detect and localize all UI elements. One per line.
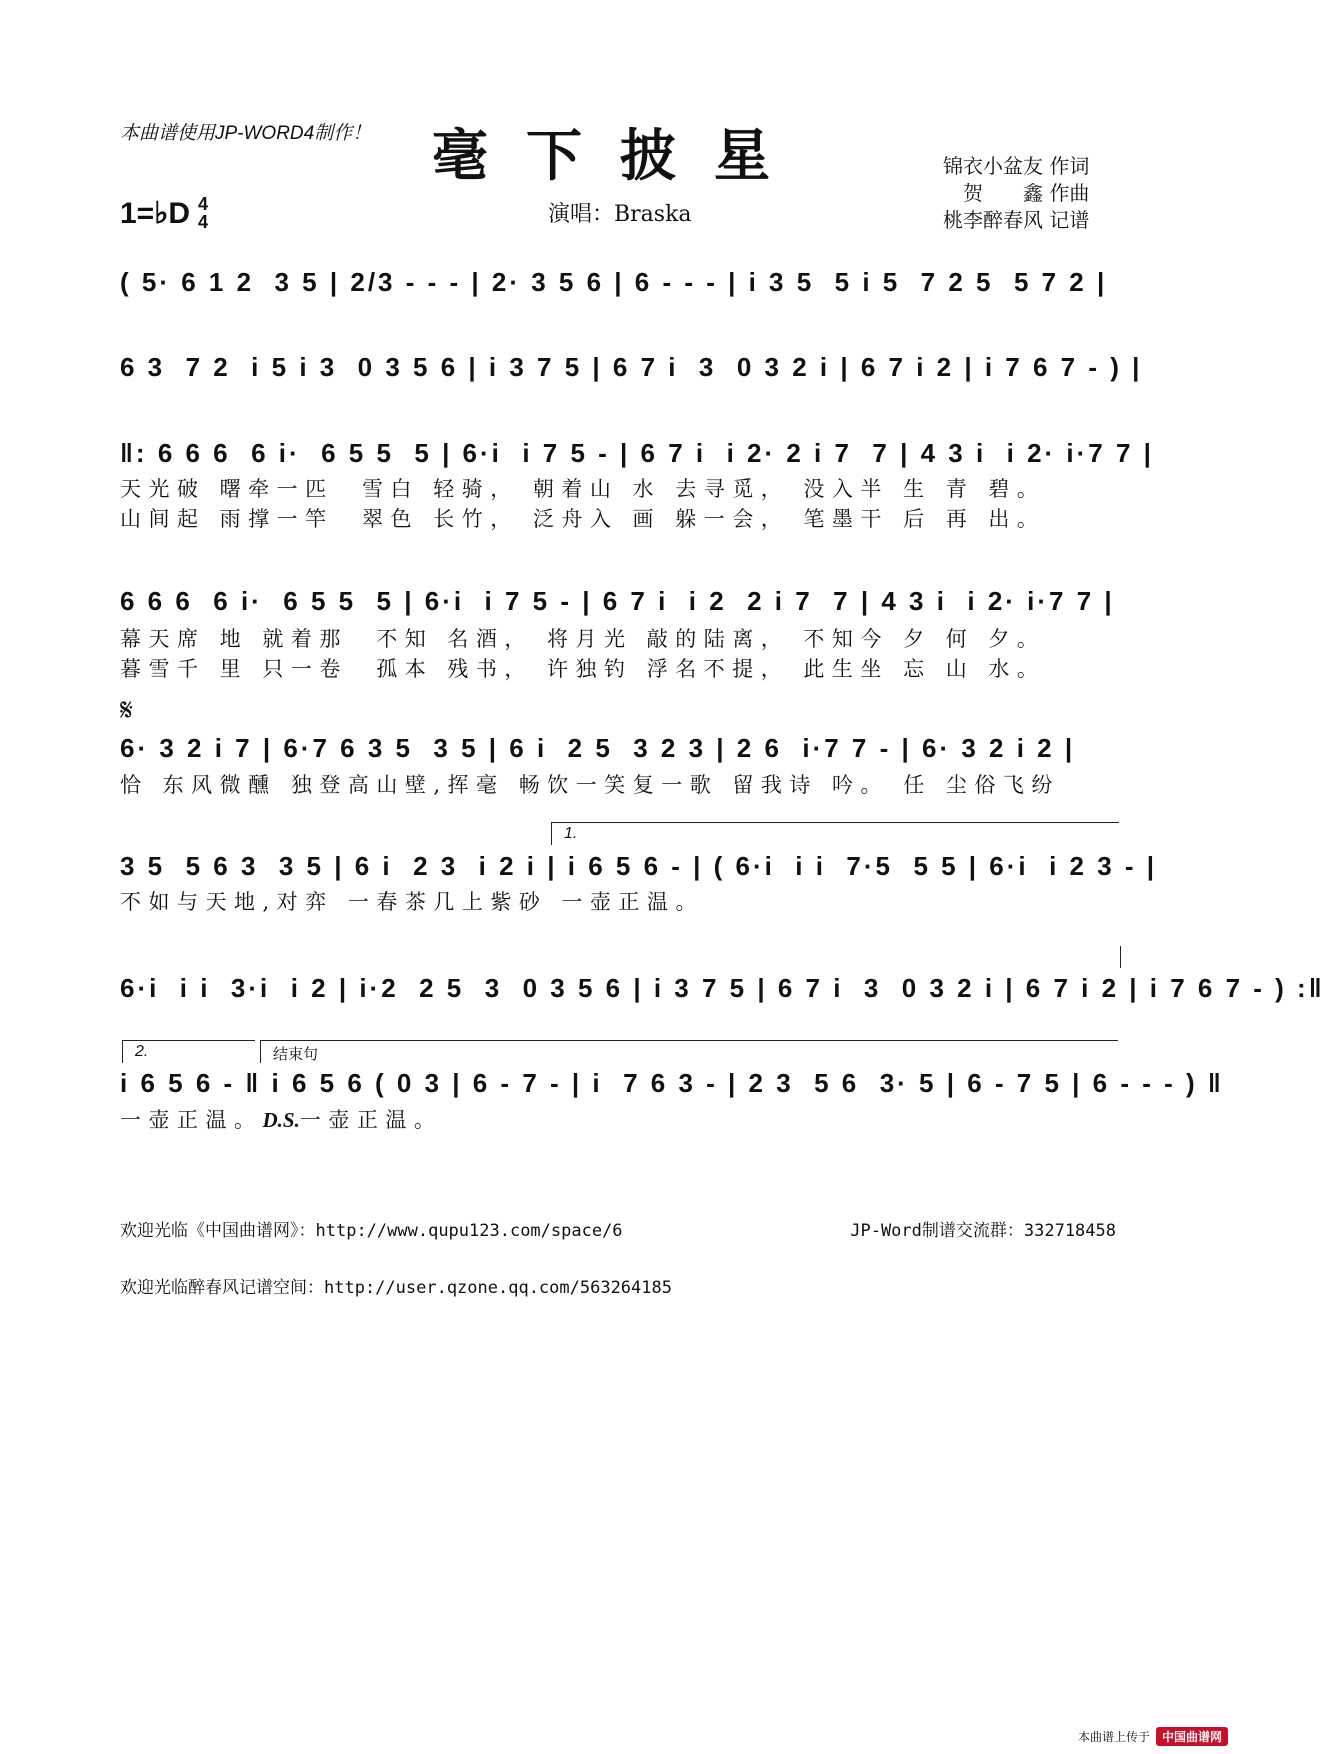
- software-credit: 本曲谱使用JP-WORD4制作！: [120, 123, 372, 144]
- score-line-2: [120, 347, 1143, 387]
- score-line-5: [120, 728, 1124, 768]
- time-top: 4: [198, 194, 209, 214]
- ending-label: 结束句: [273, 1045, 319, 1063]
- volta-2-label: 2.: [135, 1043, 149, 1060]
- segno-sign: 𝄋: [120, 693, 133, 728]
- score-line-4: [120, 581, 1124, 621]
- notes: 6 6 6 6 i· 6 5 5 5 | 6·i i 7 5 - | 6 7 i i 2 2 i 7 7 | 4 3 i i 2· i·7 7 |: [120, 586, 1115, 616]
- upload-text: 本曲谱上传于: [1077, 1730, 1150, 1744]
- song-title: 毫下披星: [432, 123, 808, 189]
- lyric-line: 恰 东风微醺 独登高山壁,挥毫 畅饮一笑复一歌 留我诗 吟。 任 尘俗飞纷: [120, 773, 1060, 797]
- score-line-1: [120, 262, 1124, 302]
- lyric-line: [120, 1105, 1124, 1135]
- lyricist-line: 锦衣小盆友 作词: [943, 154, 1090, 178]
- dal-segno-mark: D.S.: [262, 1108, 300, 1132]
- lyric-volta-2: 一壶正温。: [120, 1108, 263, 1132]
- footer-group-number: JP-Word制谱交流群：332718458: [850, 1221, 1116, 1241]
- volta-1-end-bracket: [120, 946, 1121, 968]
- footer-link-qupu[interactable]: 欢迎光临《中国曲谱网》：http://www.qupu123.com/space/6: [120, 1221, 623, 1241]
- transcriber-line: 桃李醉春风 记谱: [943, 208, 1090, 232]
- volta-1-label: 1.: [564, 825, 578, 842]
- volta-2-bracket: [122, 1040, 255, 1063]
- score-line-7: [120, 968, 1325, 1008]
- notes: ( 5· 6 1 2 3 5 | 2/3 - - - | 2· 3 5 6 | 6 - - - | i 3 5 5 i 5 7 2 5 5 7 2 |: [120, 267, 1108, 297]
- lyric-verse-1: 幕天席 地 就着那 不知 名酒， 将月光 敲的陆离， 不知今 夕 何 夕。: [120, 627, 1046, 651]
- lyric-verse-2: 山间起 雨撑一竿 翠色 长竹， 泛舟入 画 躲一会， 笔墨干 后 再 出。: [120, 507, 1046, 531]
- key-signature: [120, 196, 208, 231]
- volta-1-bracket: [551, 822, 1119, 845]
- authors-block: [943, 153, 1089, 234]
- time-signature: [198, 196, 208, 231]
- notes: 3 5 5 6 3 3 5 | 6 i 2 3 i 2 i | i 6 5 6 - | ( 6·i i i 7·5 5 5 | 6·i i 2 3 - |: [120, 851, 1158, 881]
- lyric-verse-2: 暮雪千 里 只一卷 孤本 残书， 许独钓 浮名不提， 此生坐 忘 山 水。: [120, 657, 1046, 681]
- score-line-8: [120, 1063, 1224, 1103]
- score-line-3: [120, 433, 1154, 473]
- time-bottom: 4: [198, 212, 209, 232]
- notes: 6·i i i 3·i i 2 | i·2 2 5 3 0 3 5 6 | i 3 7 5 | 6 7 i 3 0 3 2 i | 6 7 i 2 | i 7 6 7 - ) :‖: [120, 973, 1325, 1003]
- footer-link-qzone[interactable]: 欢迎光临醉春风记谱空间：http://user.qzone.qq.com/563264185: [120, 1278, 672, 1298]
- composer-line: 贺 鑫 作曲: [963, 181, 1090, 205]
- notes: 6 3 7 2 i 5 i 3 0 3 5 6 | i 3 7 5 | 6 7 i 3 0 3 2 i | 6 7 i 2 | i 7 6 7 - ) |: [120, 352, 1143, 382]
- ending-bracket: [260, 1040, 1118, 1063]
- singer-label: 演唱：Braska: [548, 202, 692, 227]
- key-label: 1=♭D: [120, 197, 191, 230]
- notes: 6· 3 2 i 7 | 6·7 6 3 5 3 5 | 6 i 2 5 3 2 3 | 2 6 i·7 7 - | 6· 3 2 i 2 |: [120, 733, 1076, 763]
- lyric-ending: 一壶正温。: [299, 1108, 443, 1132]
- score-line-6: [120, 846, 1158, 886]
- site-logo[interactable]: 中国曲谱网: [1156, 1727, 1228, 1746]
- lyric-verse-1: 天光破 曙牵一匹 雪白 轻骑， 朝着山 水 去寻觅， 没入半 生 青 碧。: [120, 477, 1046, 501]
- upload-badge: [1078, 1727, 1228, 1746]
- notes: ‖: 6 6 6 6 i· 6 5 5 5 | 6·i i 7 5 - | 6 7 i i 2· 2 i 7 7 | 4 3 i i 2· i·7 7 |: [120, 438, 1154, 468]
- lyric-line: 不如与天地,对弈 一春茶几上紫砂 一壶正温。: [120, 890, 705, 914]
- notes: i 6 5 6 - ‖ i 6 5 6 ( 0 3 | 6 - 7 - | i 7 6 3 - | 2 3 5 6 3· 5 | 6 - 7 5 | 6 - - - ) ‖: [120, 1068, 1224, 1098]
